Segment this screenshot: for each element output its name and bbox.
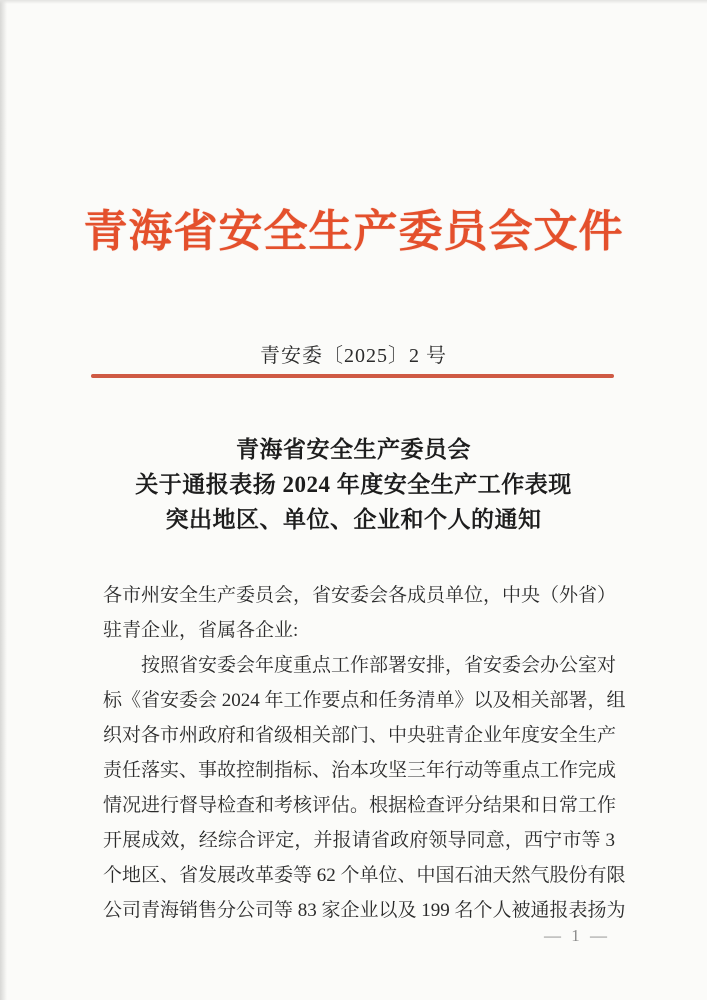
body-text-line: 标《省安委会 2024 年工作要点和任务清单》以及相关部署，组 [103,690,626,711]
body-text-line: 公司青海销售分公司等 83 家企业以及 199 名个人被通报表扬为 [103,900,626,921]
document-title-line: 突出地区、单位、企业和个人的通知 [165,507,542,532]
document-body [103,578,626,928]
body-text-line: 按照省安委会年度重点工作部署安排，省安委会办公室对 [141,655,617,676]
document-number: 青安委〔2025〕2 号 [260,345,447,367]
document-title-line: 青海省安全生产委员会 [236,437,471,462]
body-text-line: 各市州安全生产委员会，省安委会各成员单位，中央（外省） [103,585,617,606]
document-header-title: 青海省安全生产委员会文件 [83,207,624,256]
body-text-line: 情况进行督导检查和考核评估。根据检查评分结果和日常工作 [103,795,617,816]
scan-edge-top [0,0,707,4]
body-text-line: 织对各市州政府和省级相关部门、中央驻青企业年度安全生产 [103,725,617,746]
red-divider-line [91,374,614,378]
body-text-line: 开展成效，经综合评定，并报请省政府领导同意，西宁市等 3 [103,830,615,851]
body-text-line: 驻青企业，省属各企业: [103,620,299,641]
page-number: — 1 — [544,926,610,945]
body-text-line: 个地区、省发展改革委等 62 个单位、中国石油天然气股份有限 [103,865,626,886]
document-title-block [0,432,707,537]
body-text-line: 责任落实、事故控制指标、治本攻坚三年行动等重点工作完成 [103,760,617,781]
document-title-line: 关于通报表扬 2024 年度安全生产工作表现 [135,472,572,497]
